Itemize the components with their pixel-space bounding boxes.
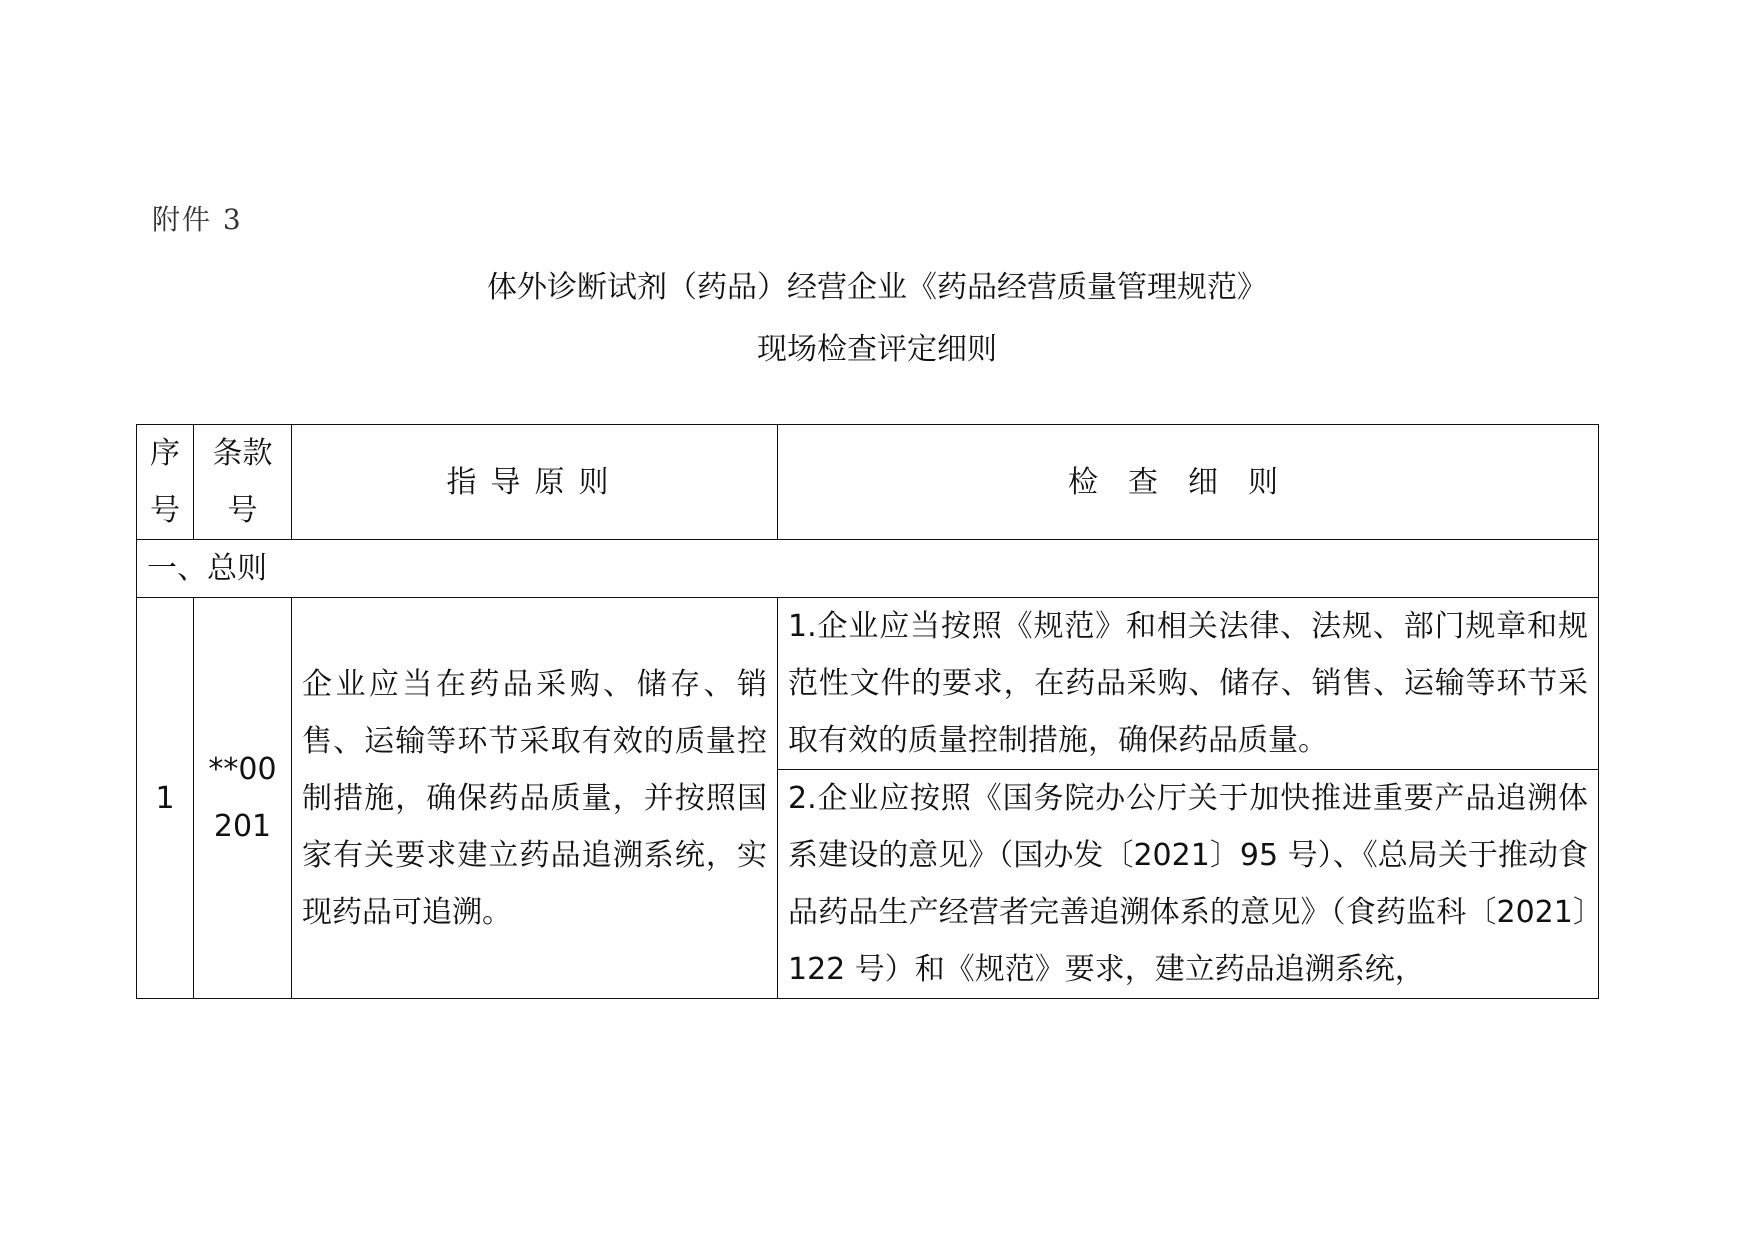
header-guide: 指导原则 (292, 425, 778, 540)
header-clause-line1: 条款 (212, 436, 273, 471)
attachment-label: 附件 3 (152, 203, 243, 236)
row-clause (194, 598, 292, 999)
row-seq: 1 (137, 598, 194, 999)
inspection-rules-table (136, 424, 1599, 999)
table-header-row (137, 425, 1599, 540)
row-clause-line2: 201 (213, 809, 272, 844)
header-clause-line2: 号 (227, 493, 258, 528)
header-seq-line1: 序 (150, 436, 180, 471)
header-seq-line2: 号 (150, 493, 180, 528)
row-clause-line1: **00 (208, 752, 277, 787)
row-guide-text: 企业应当在药品采购、储存、销售、运输等环节采取有效的质量控制措施，确保药品质量，并按照国家有关要求建立药品追溯系统，实现药品可追溯。 (292, 598, 778, 999)
document-subtitle: 现场检查评定细则 (757, 332, 997, 367)
table-row (137, 598, 1599, 770)
document-title: 体外诊断试剂（药品）经营企业《药品经营质量管理规范》 (487, 270, 1267, 305)
header-seq (137, 425, 194, 540)
row-detail-1: 1.企业应当按照《规范》和相关法律、法规、部门规章和规范性文件的要求，在药品采购、储存、销售、运输等环节采取有效的质量控制措施，确保药品质量。 (778, 598, 1599, 770)
header-clause (194, 425, 292, 540)
section-row (137, 540, 1599, 598)
row-detail-2: 2.企业应按照《国务院办公厅关于加快推进重要产品追溯体系建设的意见》（国办发〔2021〕95 号）、《总局关于推动食品药品生产经营者完善追溯体系的意见》（食药监科〔2021〕122 号）和《规范》要求，建立药品追溯系统， (778, 770, 1599, 999)
section-heading: 一、总则 (137, 540, 1599, 598)
header-detail: 检查细则 (778, 425, 1599, 540)
